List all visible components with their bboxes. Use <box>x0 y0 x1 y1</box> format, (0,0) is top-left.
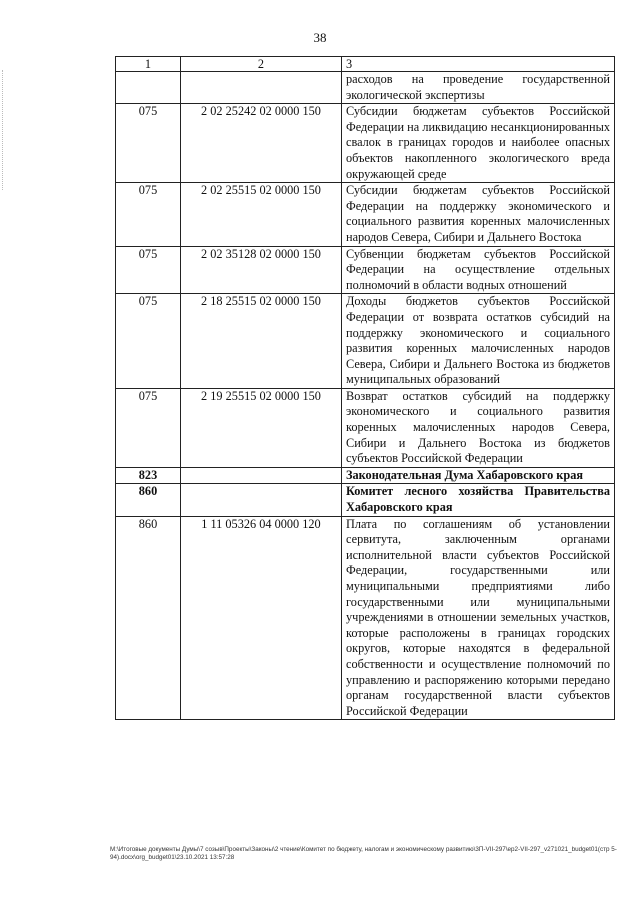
admin-code-cell <box>116 72 181 104</box>
revenue-code-cell: 1 11 05326 04 0000 120 <box>181 516 342 720</box>
revenue-code-cell: 2 02 25242 02 0000 150 <box>181 104 342 183</box>
table-row <box>116 516 615 720</box>
table-row <box>116 294 615 389</box>
header-col-2: 2 <box>181 57 342 72</box>
description-cell: Субсидии бюджетам субъектов Российской Федерации на ликвидацию несанкционированных свалок в границах городов и наиболее опасных объектов накопленного экологического вреда окружающей среде <box>342 104 615 183</box>
revenue-code-cell: 2 02 35128 02 0000 150 <box>181 246 342 294</box>
admin-code-cell: 075 <box>116 294 181 389</box>
table-body <box>116 57 615 720</box>
header-col-1: 1 <box>116 57 181 72</box>
header-col-3: 3 <box>342 57 615 72</box>
admin-code-cell: 075 <box>116 104 181 183</box>
revenue-code-cell <box>181 484 342 516</box>
file-path-footer: М:\Итоговые документы Думы\7 созыв\Проекты\Законы\2 чтение\Комитет по бюджету, налогам и экономическому развитию\3П-VII-297\ep2-VII-297_v271021_budget01(стр 5-94).docx\org_budget01\23.10.2021 13:57:28 <box>110 846 617 861</box>
table-header-row <box>116 57 615 72</box>
description-cell: Субвенции бюджетам субъектов Российской Федерации на осуществление отдельных полномочий в области водных отношений <box>342 246 615 294</box>
admin-code-cell: 075 <box>116 246 181 294</box>
admin-code-cell: 075 <box>116 183 181 246</box>
revenue-code-cell: 2 18 25515 02 0000 150 <box>181 294 342 389</box>
description-cell: Доходы бюджетов субъектов Российской Федерации от возврата остатков субсидий на поддержку экономического и социального развития коренных малочисленных народов Севера, Сибири и Дальнего Востока из бюджетов муниципальных образований <box>342 294 615 389</box>
admin-code-cell: 860 <box>116 516 181 720</box>
margin-scan-mark <box>2 70 4 190</box>
revenue-code-cell: 2 19 25515 02 0000 150 <box>181 388 342 467</box>
table-row <box>116 183 615 246</box>
page-number: 38 <box>313 30 327 45</box>
table-row <box>116 104 615 183</box>
description-cell: Законодательная Дума Хабаровского края <box>342 467 615 484</box>
revenue-code-cell <box>181 72 342 104</box>
table-row <box>116 484 615 516</box>
budget-codes-table <box>115 56 615 720</box>
description-cell: Возврат остатков субсидий на поддержку экономического и социального развития коренных малочисленных народов Севера, Сибири и Дальнего Востока из бюджетов субъектов Российской Федерации <box>342 388 615 467</box>
admin-code-cell: 075 <box>116 388 181 467</box>
revenue-code-cell <box>181 467 342 484</box>
revenue-code-cell: 2 02 25515 02 0000 150 <box>181 183 342 246</box>
description-cell: Комитет лесного хозяйства Правительства Хабаровского края <box>342 484 615 516</box>
table-row <box>116 388 615 467</box>
description-cell: расходов на проведение государственной экологической экспертизы <box>342 72 615 104</box>
table-row <box>116 246 615 294</box>
description-cell: Субсидии бюджетам субъектов Российской Федерации на поддержку экономического и социального развития коренных малочисленных народов Севера, Сибири и Дальнего Востока <box>342 183 615 246</box>
admin-code-cell: 823 <box>116 467 181 484</box>
description-cell: Плата по соглашениям об установлении сервитута, заключенным органами исполнительной власти субъектов Российской Федерации, государственными или муниципальными предприятиями либо государственными или муниципальными учреждениями в отношении земельных участков, которые расположены в границах городских округов, которые находятся в федеральной собственности и осуществление полномочий по управлению и распоряжению которыми передано органам государственной власти субъектов Российской Федерации <box>342 516 615 720</box>
table-row <box>116 467 615 484</box>
admin-code-cell: 860 <box>116 484 181 516</box>
table-row <box>116 72 615 104</box>
